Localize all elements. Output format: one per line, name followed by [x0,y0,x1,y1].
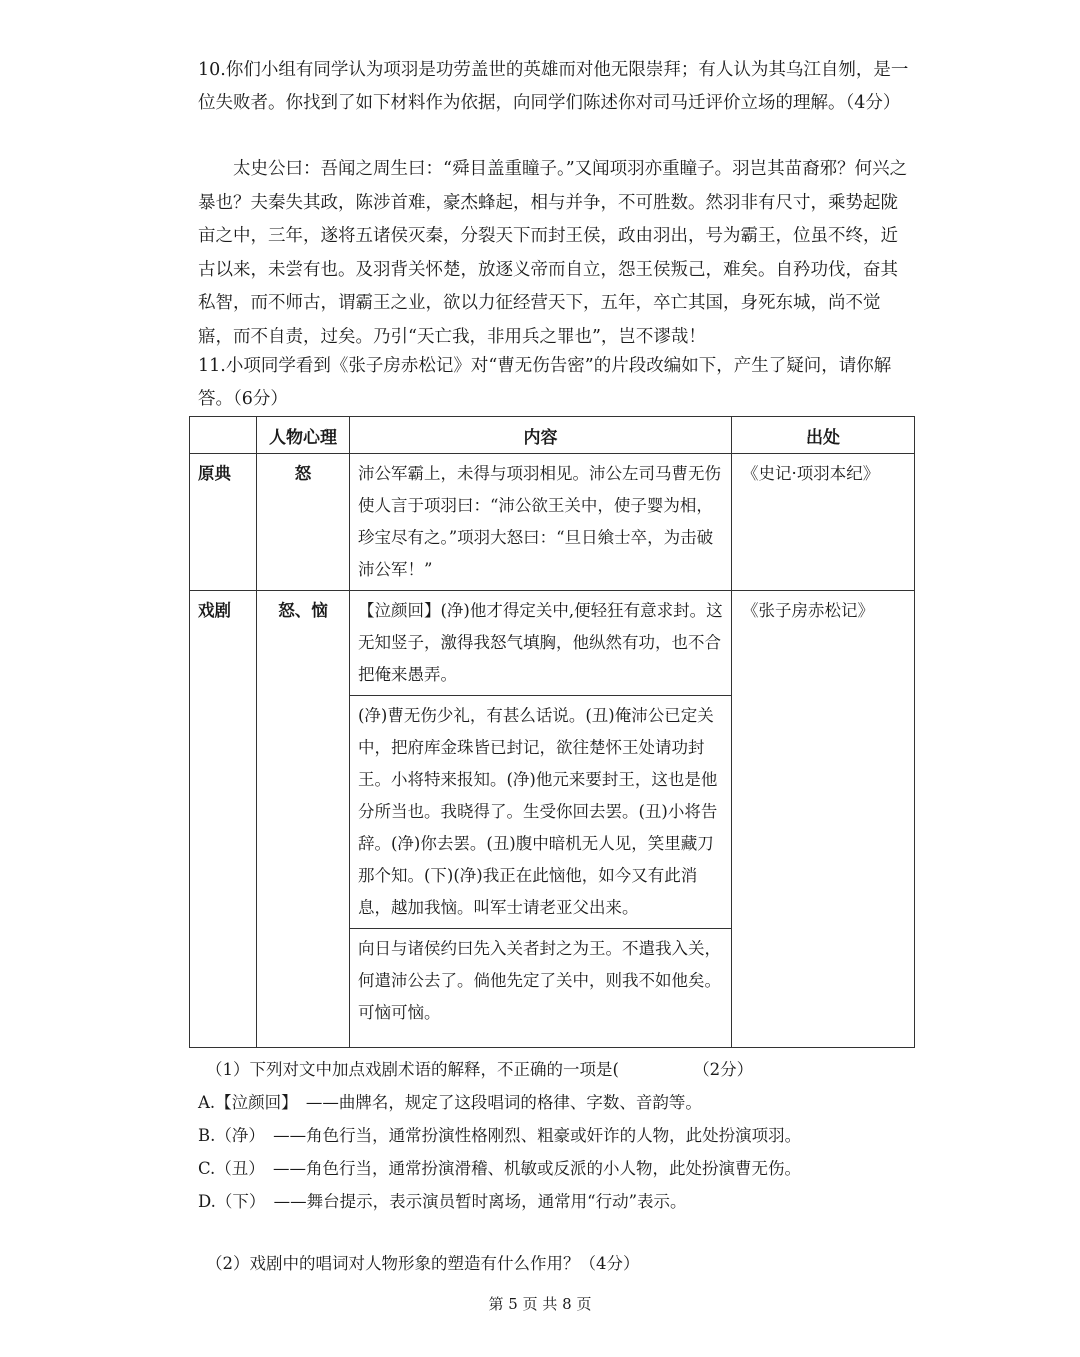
row-label-original: 原典 [190,454,257,591]
drama-content-part-1: 【泣颜回】(净)他才得定关中,便轻狂有意求封。这无知竖子，激得我怒气填胸，他纵然有功，也不合把俺来愚弄。 [350,591,731,696]
row-content-drama [350,591,732,1048]
sub-question-2-text: （2）戏剧中的唱词对人物形象的塑造有什么作用？（4分） [206,1254,640,1273]
row-mood-original: 怒 [257,454,350,591]
option-b: B.（净） ——角色行当，通常扮演性格刚烈、粗豪或奸诈的人物，此处扮演项羽。 [198,1126,802,1145]
row-source-original: 《史记·项羽本纪》 [732,454,915,591]
header-empty [190,417,257,454]
option-c: C.（丑） ——角色行当，通常扮演滑稽、机敏或反派的小人物，此处扮演曹无伤。 [198,1159,802,1178]
question-11-text: 11.小项同学看到《张子房赤松记》对“曹无伤告密”的片段改编如下，产生了疑问，请你解答。（6分） [198,356,892,409]
table-row-original [190,454,915,591]
drama-content-part-2: (净)曹无伤少礼，有甚么话说。(丑)俺沛公已定关中，把府库金珠皆已封记，欲往楚怀王处请功封王。小将特来报知。(净)他元来要封王，这也是他分所当也。我晓得了。生受你回去罢。(丑)小将告辞。(净)你去罢。(丑)腹中暗机无人见，笑里藏刀那个知。(下)(净)我正在此恼他，如今又有此消息，越加我恼。叫军士请老亚父出来。 [350,696,731,929]
header-mood: 人物心理 [257,417,350,454]
sub-question-1-text: （1）下列对文中加点戏剧术语的解释，不正确的一项是( （2分） [206,1060,754,1079]
table-row-drama [190,591,915,1048]
drama-content-part-3: 向日与诸侯约曰先入关者封之为王。不遣我入关，何遣沛公去了。倘他先定了关中，则我不如他矣。可恼可恼。 [358,939,721,1022]
table-header-row [190,417,915,454]
page-footer: 第 5 页 共 8 页 [488,1295,592,1313]
header-content: 内容 [350,417,732,454]
row-mood-drama: 怒、恼 [257,591,350,1048]
header-source: 出处 [732,417,915,454]
original-content-text: 沛公军霸上，未得与项羽相见。沛公左司马曹无伤使人言于项羽曰：“沛公欲王关中，使子婴为相，珍宝尽有之。”项羽大怒曰：“旦日飨士卒，为击破沛公军！” [358,464,721,579]
row-source-drama: 《张子房赤松记》 [732,591,915,1048]
option-d: D.（下） ——舞台提示，表示演员暂时离场，通常用“行动”表示。 [198,1192,687,1211]
option-a: A.【泣颜回】 ——曲牌名，规定了这段唱词的格律、字数、音韵等。 [198,1093,702,1112]
row-content-original [350,454,732,591]
comparison-table [189,416,915,1048]
question-10-quote: 太史公曰：吾闻之周生曰：“舜目盖重瞳子。”又闻项羽亦重瞳子。羽岂其苗裔邪？何兴之暴也？夫秦失其政，陈涉首难，豪杰蜂起，相与并争，不可胜数。然羽非有尺寸，乘势起陇亩之中，三年，遂将五诸侯灭秦，分裂天下而封王侯，政由羽出，号为霸王，位虽不终，近古以来，未尝有也。及羽背关怀楚，放逐义帝而自立，怨王侯叛己，难矣。自矜功伐，奋其私智，而不师古，谓霸王之业，欲以力征经营天下，五年，卒亡其国，身死东城，尚不觉寤，而不自责，过矣。乃引“天亡我，非用兵之罪也”，岂不谬哉！ [198,159,908,347]
question-10-text: 10.你们小组有同学认为项羽是功劳盖世的英雄而对他无限崇拜；有人认为其乌江自刎，是一位失败者。你找到了如下材料作为依据，向同学们陈述你对司马迁评价立场的理解。（4分） [198,60,909,113]
row-label-drama: 戏剧 [190,591,257,1048]
sub-question-1 [198,1053,910,1218]
